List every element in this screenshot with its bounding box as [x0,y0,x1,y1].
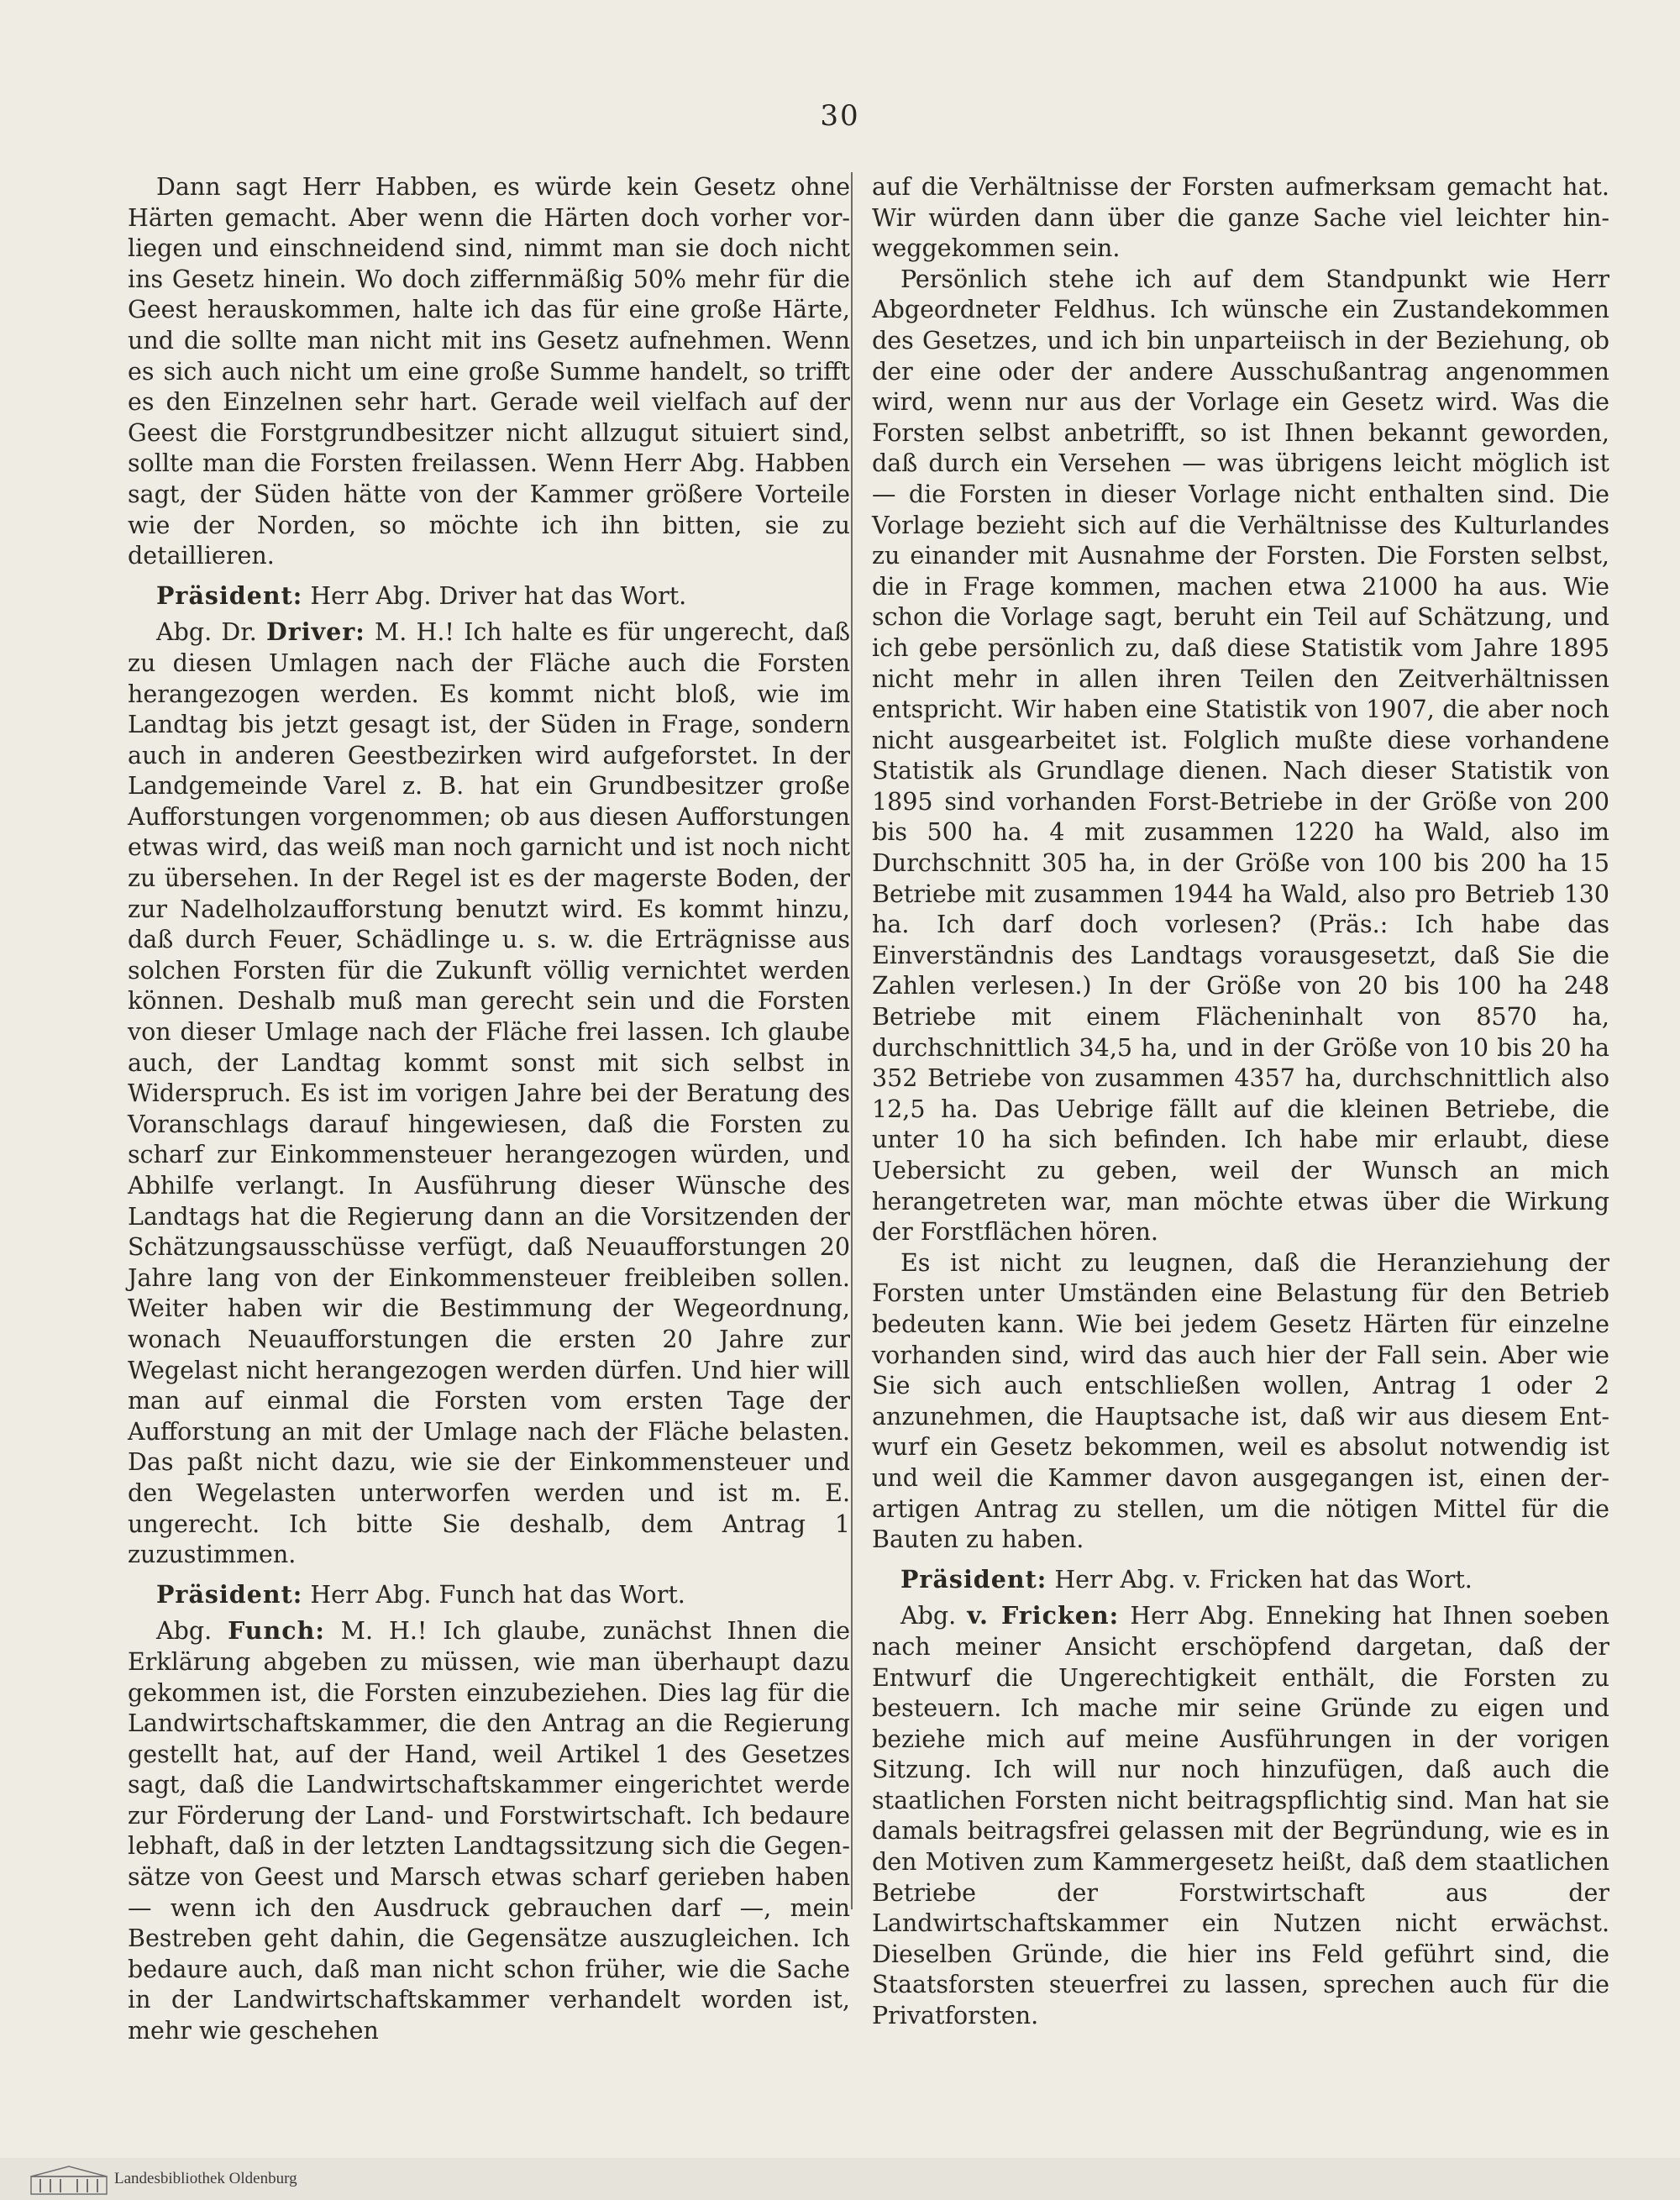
speaker-prefix: Abg. Dr. [156,618,257,647]
speaker-name: Funch: [228,1616,325,1646]
library-building-icon [30,2165,108,2195]
right-column [872,172,1609,2032]
president-call-fricken [872,1564,1609,1596]
paragraph-continuation: auf die Verhältnisse der Forsten aufmerksam gemacht hat. Wir würden dann über die ganze Sache viel leichter hinweggekommen sein. [872,173,1609,263]
speaker-name: Driver: [266,617,365,647]
speech-funch [128,1615,850,2046]
paragraph-conclusion: Es ist nicht zu leugnen, daß die Heranziehung der Forsten unter Umständen eine Belastung für den Betrieb bedeuten kann. Wie bei jedem Gesetz Härten für einzelne vorhanden sind, wird das auch hier der Fall sein. Aber wie Sie sich auch entschließen wollen, Antrag 1 oder 2 anzunehmen, die Hauptsache ist, daß wir aus diesem Entwurf ein Gesetz bekommen, weil es absolut notwendig ist und weil die Kammer davon ausgegangen ist, einen derartigen Antrag zu stellen, um die nötigen Mittel für die Bauten zu haben. [872,1248,1609,1554]
left-column [128,172,850,2047]
speaker-text: Herr Abg. Driver hat das Wort. [310,581,687,610]
speech-text: M. H.! Ich glaube, zunächst Ihnen die Erklärung abgeben zu müssen, wie man überhaupt dazu gekommen ist, die Forsten einzubeziehen. Dies lag für die Landwirtschaftskammer, die den Antrag an die Regierung gestellt hat, auf der Hand, weil Artikel 1 des Gesetzes sagt, daß die Landwirtschaftskammer eingerichtet werde zur Förderung der Land- und Forstwirtschaft. Ich bedaure lebhaft, daß in der letzten Landtagssitzung sich die Gegensätze von Geest und Marsch etwas scharf gerieben haben — wenn ich den Ausdruck gebrauchen darf —, mein Bestreben geht dahin, die Gegensätze auszugleichen. Ich bedaure auch, daß man nicht schon früher, wie die Sache in der Landwirtschaftskammer verhandelt worden ist, mehr wie geschehen [128,1617,850,2045]
paragraph-statistics: Persönlich stehe ich auf dem Standpunkt wie Herr Abgeordneter Feldhus. Ich wünsche ein Zustandekommen des Gesetzes, und ich bin unparteiisch in der Beziehung, ob der eine oder der andere Ausschußantrag angenommen wird, wenn nur aus der Vorlage ein Gesetz wird. Was die Forsten selbst anbetrifft, so ist Ihnen bekannt geworden, daß durch ein Versehen — was übrigens leicht möglich ist — die Forsten in dieser Vorlage nicht enthalten sind. Die Vorlage bezieht sich auf die Verhältnisse des Kulturlandes zu einander mit Ausnahme der Forsten. Die Forsten selbst, die in Frage kommen, machen etwa 21000 ha aus. Wie schon die Vorlage sagt, beruht ein Teil auf Schätzung, und ich gebe persönlich zu, daß diese Statistik vom Jahre 1895 nicht mehr in allen ihren Teilen den Zeitverhältnissen entspricht. Wir haben eine Statistik von 1907, die aber noch nicht ausgearbeitet ist. Folglich mußte diese vorhandene Statistik als Grundlage dienen. Nach dieser Statistik von 1895 sind vorhanden Forst-Betriebe in der Größe von 200 bis 500 ha. 4 mit zusammen 1220 ha Wald, also im Durchschnitt 305 ha, in der Größe von 100 bis 200 ha 15 Betriebe mit zusammen 1944 ha Wald, also pro Betrieb 130 ha. Ich darf doch vorlesen? (Präs.: Ich habe das Einverständnis des Landtags vorausgesetzt, daß Sie die Zahlen verlesen.) In der Größe von 20 bis 100 ha 248 Betriebe mit einem Flächeninhalt von 8570 ha, durchschnittlich 34,5 ha, und in der Größe von 10 bis 20 ha 352 Betriebe von zusammen 4357 ha, durchschnittlich also 12,5 ha. Das Uebrige fällt auf die kleinen Betriebe, die unter 10 ha sich befinden. Ich habe mir erlaubt, diese Uebersicht zu geben, weil der Wunsch an mich herangetreten war, man möchte etwas über die Wirkung der Forstflächen hören. [872,265,1609,1247]
speech-text: Herr Abg. Enneking hat Ihnen soeben nach meiner Ansicht erschöpfend dargetan, daß der Entwurf die Ungerechtigkeit enthält, die Forsten zu besteuern. Ich mache mir seine Gründe zu eigen und beziehe mich auf meine Ausführungen in der vorigen Sitzung. Ich will nur noch hinzufügen, daß auch die staatlichen Forsten nicht beitragspflichtig sind. Man hat sie damals beitragsfrei gelassen mit der Begründung, wie es in den Motiven zum Kammergesetz heißt, daß dem staatlichen Betriebe der Forstwirtschaft aus der Landwirtschaftskammer ein Nutzen nicht erwächst. Dieselben Gründe, die hier ins Feld geführt sind, die Staatsforsten steuerfrei zu lassen, sprechen auch für die Privatforsten. [872,1602,1609,2030]
paragraph-habben-reply: Dann sagt Herr Habben, es würde kein Gesetz ohne Härten gemacht. Aber wenn die Härten doch vorher vorliegen und einschneidend sind, nimmt man sie doch nicht ins Gesetz hinein. Wo doch ziffernmäßig 50% mehr für die Geest herauskommen, halte ich das für eine große Härte, und die sollte man nicht mit ins Gesetz aufnehmen. Wenn es sich auch nicht um eine große Summe handelt, so trifft es den Einzelnen sehr hart. Gerade weil vielfach auf der Geest die Forstgrundbesitzer nicht allzugut situiert sind, sollte man die Forsten freilassen. Wenn Herr Abg. Habben sagt, der Süden hätte von der Kammer größere Vorteile wie der Norden, so möchte ich ihn bitten, sie zu detaillieren. [128,173,850,570]
speaker-prefix: Abg. [156,1617,213,1646]
speaker-name: v. Fricken: [967,1601,1120,1630]
library-name: Landesbibliothek Oldenburg [114,2170,297,2187]
speaker-label: Präsident: [156,1579,303,1609]
column-divider [851,172,853,1909]
speaker-label: Präsident: [900,1564,1047,1594]
page-number: 30 [820,99,860,133]
president-call-funch [128,1579,850,1611]
footer-bar [0,2158,1680,2200]
speaker-text: Herr Abg. v. Fricken hat das Wort. [1054,1565,1473,1594]
speaker-text: Herr Abg. Funch hat das Wort. [310,1580,685,1609]
speaker-prefix: Abg. [900,1602,957,1630]
president-call-driver [128,580,850,612]
speech-text: M. H.! Ich halte es für ungerecht, daß zu diesen Umlagen nach der Fläche auch die Forsten herangezogen werden. Es kommt nicht bloß, wie im Landtag bis jetzt gesagt ist, der Süden in Frage, sondern auch in anderen Geestbezirken wird aufgeforstet. In der Landgemeinde Varel z. B. hat ein Grundbesitzer große Aufforstungen vorgenommen; ob aus diesen Aufforstungen etwas wird, das weiß man noch garnicht und ist noch nicht zu übersehen. In der Regel ist es der magerste Boden, der zur Nadelholzaufforstung benutzt wird. Es kommt hinzu, daß durch Feuer, Schädlinge u. s. w. die Erträgnisse aus solchen Forsten für die Zukunft völlig vernichtet werden können. Deshalb muß man gerecht sein und die Forsten von dieser Umlage nach der Fläche frei lassen. Ich glaube auch, der Landtag kommt sonst mit sich selbst in Widerspruch. Es ist im vorigen Jahre bei der Beratung des Voranschlags darauf hingewiesen, daß die Forsten zu scharf zur Einkommensteuer herangezogen würden, und Abhilfe verlangt. In Ausführung dieser Wünsche des Landtags hat die Regierung dann an die Vorsitzenden der Schätzungsausschüsse verfügt, daß Neuaufforstungen 20 Jahre lang von der Einkommensteuer freibleiben sollen. Weiter haben wir die Bestimmung der Wegeordnung, wonach Neuaufforstungen die ersten 20 Jahre zur Wegelast nicht herangezogen werden dürfen. Und hier will man auf einmal die Forsten vom ersten Tage der Aufforstung an mit der Umlage nach der Fläche belasten. Das paßt nicht dazu, wie sie der Einkommensteuer und den Wegelasten unterworfen werden und ist m. E. ungerecht. Ich bitte Sie deshalb, dem Antrag 1 zuzustimmen. [128,618,851,1569]
speaker-label: Präsident: [156,580,303,610]
speech-fricken [872,1600,1609,2031]
speech-driver [128,617,850,1570]
